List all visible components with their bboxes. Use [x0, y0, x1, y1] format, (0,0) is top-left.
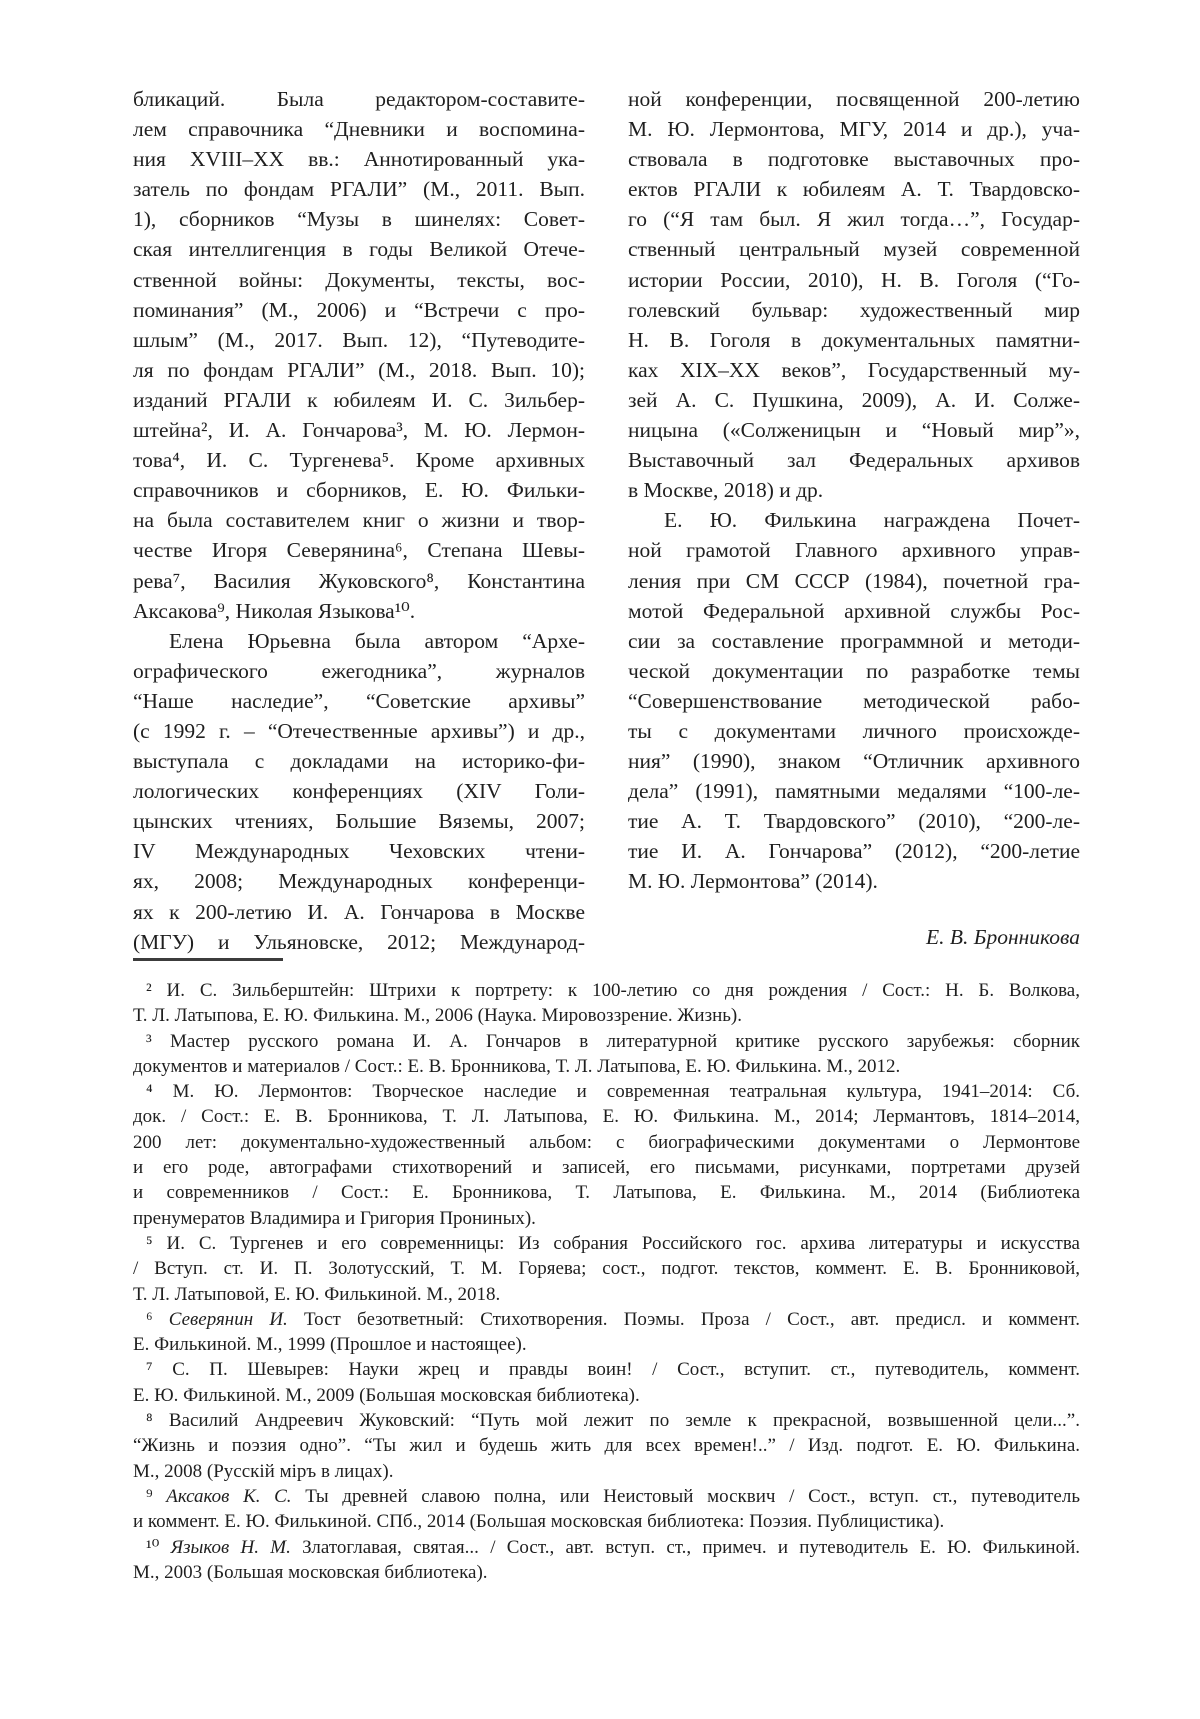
text-line: (с 1992 г. – “Отечественные архивы”) и др.,	[133, 718, 585, 743]
text-line: рева⁷, Василия Жуковского⁸, Константина	[133, 568, 585, 593]
text-line: ях к 200-летию И. А. Гончарова в Москве	[133, 899, 585, 924]
text-line: лем справочника “Дневники и воспомина-	[133, 117, 585, 142]
text-line: Е. Ю. Филькина награждена Почет-	[664, 508, 1080, 533]
text-line: Н. В. Гоголя в документальных памятни-	[628, 327, 1080, 352]
text-line: М. Ю. Лермонтова, МГУ, 2014 и др.), уча-	[628, 117, 1080, 142]
text-line: цынских чтениях, Большие Вяземы, 2007;	[133, 809, 585, 834]
text-line: Аксакова⁹, Николая Языкова¹⁰.	[133, 598, 416, 623]
footnote-line: М., 2003 (Большая московская библиотека).	[133, 1561, 488, 1583]
footnote-line: ⁴ М. Ю. Лермонтов: Творческое наследие и современная театральная культура, 1941–2014: Сб.	[146, 1081, 1080, 1103]
text-line: Елена Юрьевна была автором “Архе-	[169, 628, 585, 653]
footnote-line: ⁵ И. С. Тургенев и его современницы: Из собрания Российского гос. архива литературы и искусства	[146, 1232, 1080, 1254]
text-line: на была составителем книг о жизни и твор-	[133, 508, 585, 533]
text-line: IV Международных Чеховских чтени-	[133, 839, 585, 864]
text-line: тие И. А. Гончарова” (2012), “200-летие	[628, 839, 1080, 864]
footnote-line: ⁶ Северянин И. Тост безответный: Стихотворения. Поэмы. Проза / Сост., авт. предисл. и коммент.	[146, 1308, 1080, 1330]
text-line: М. Ю. Лермонтова” (2014).	[628, 869, 878, 894]
footnote-line: Е. Ю. Филькиной. М., 2009 (Большая московская библиотека).	[133, 1384, 640, 1406]
footnote-line: ⁷ С. П. Шевырев: Науки жрец и правды воин! / Сост., вступит. ст., путеводитель, коммент.	[146, 1359, 1080, 1381]
text-line: ницына («Солженицын и “Новый мир”»,	[628, 418, 1080, 443]
text-line: тие А. Т. Твардовского” (2010), “200-ле-	[628, 809, 1080, 834]
text-line: затель по фондам РГАЛИ” (М., 2011. Вып.	[133, 177, 585, 202]
text-line: Выставочный зал Федеральных архивов	[628, 448, 1080, 473]
footnote-line: ¹⁰ Языков Н. М. Златоглавая, святая... / Сост., авт. вступ. ст., примеч. и путеводитель Е. Ю. Филькиной.	[146, 1536, 1080, 1558]
text-line: ках XIX–XX веков”, Государственный му-	[628, 357, 1080, 382]
text-line: ственной войны: Документы, тексты, вос-	[133, 267, 585, 292]
text-line: ной грамотой Главного архивного управ-	[628, 538, 1080, 563]
footnote-line: и коммент. Е. Ю. Филькиной. СПб., 2014 (Большая московская библиотека: Поэзия. Публицистика).	[133, 1511, 945, 1533]
text-line: “Наше наследие”, “Советские архивы”	[133, 688, 585, 713]
footnote-line: док. / Сост.: Е. В. Бронникова, Т. Л. Латыпова, Е. Ю. Филькина. М., 2014; Лермантовъ, 1814–2014,	[133, 1106, 1080, 1128]
author-signature: Е. В. Бронникова	[926, 924, 1080, 949]
footnote-line: Е. Филькиной. М., 1999 (Прошлое и настоящее).	[133, 1334, 527, 1356]
text-line: “Совершенствование методической рабо-	[628, 688, 1080, 713]
footnote-line: Т. Л. Латыповой, Е. Ю. Филькиной. М., 2018.	[133, 1283, 501, 1305]
right-column-text	[628, 84, 1080, 897]
text-line: изданий РГАЛИ к юбилеям И. С. Зильбер-	[133, 387, 585, 412]
text-line: справочников и сборников, Е. Ю. Фильки-	[133, 478, 585, 503]
text-line: ния” (1990), знаком “Отличник архивного	[628, 749, 1080, 774]
text-line: ская интеллигенция в годы Великой Отече-	[133, 237, 585, 262]
text-line: (МГУ) и Ульяновске, 2012; Международ-	[133, 929, 585, 954]
footnote-line: и современников / Сост.: Е. Бронникова, Т. Латыпова, Е. Филькина. М., 2014 (Библиотека	[133, 1182, 1080, 1204]
text-line: ектов РГАЛИ к юбилеям А. Т. Твардовско-	[628, 177, 1080, 202]
text-line: ния XVIII–XX вв.: Аннотированный ука-	[133, 147, 585, 172]
left-column	[133, 84, 585, 957]
text-line: ях, 2008; Международных конференци-	[133, 869, 585, 894]
article-body	[133, 84, 1080, 957]
footnote-line: документов и материалов / Сост.: Е. В. Бронникова, Т. Л. Латыпова, Е. Ю. Филькина. М., 2012.	[133, 1055, 901, 1077]
text-line: голевский бульвар: художественный мир	[628, 297, 1080, 322]
text-line: штейна², И. А. Гончарова³, М. Ю. Лермон-	[133, 418, 585, 443]
footnote-line: пренумератов Владимира и Григория Прониных).	[133, 1207, 536, 1229]
footnote-line: М., 2008 (Русскій міръ в лицах).	[133, 1460, 394, 1482]
footnotes-section	[133, 958, 1080, 1585]
footnote-line: ³ Мастер русского романа И. А. Гончаров в литературной критике русского зарубежья: сборник	[146, 1030, 1080, 1052]
text-line: поминания” (М., 2006) и “Встречи с про-	[133, 297, 585, 322]
text-line: шлым” (М., 2017. Вып. 12), “Путеводите-	[133, 327, 585, 352]
text-line: ты с документами личного происхожде-	[628, 718, 1080, 743]
footnote-line: Т. Л. Латыпова, Е. Ю. Филькина. М., 2006 (Наука. Мировоззрение. Жизнь).	[133, 1005, 743, 1027]
footnote-line: ² И. С. Зильберштейн: Штрихи к портрету: к 100-летию со дня рождения / Сост.: Н. Б. Волкова,	[146, 980, 1080, 1001]
text-line: ческой документации по разработке темы	[628, 658, 1080, 683]
footnote-line: 200 лет: документально-художественный альбом: с биографическими документами о Лермонтове	[133, 1131, 1080, 1153]
text-line: ной конференции, посвященной 200-летию	[628, 87, 1080, 111]
footnote-line: ⁹ Аксаков К. С. Ты древней славою полна, или Неистовый москвич / Сост., вступ. ст., путеводитель	[146, 1485, 1081, 1507]
text-line: това⁴, И. С. Тургенева⁵. Кроме архивных	[133, 448, 585, 473]
footnotes-text	[133, 978, 1080, 1585]
text-line: честве Игоря Северянина⁶, Степана Шевы-	[133, 538, 585, 563]
text-line: лологических конференциях (XIV Голи-	[133, 779, 585, 804]
text-line: выступала с докладами на историко-фи-	[133, 749, 585, 774]
text-line: истории России, 2010), Н. В. Гоголя (“Го-	[628, 267, 1080, 292]
text-line: бликаций. Была редактором-составите-	[133, 87, 585, 111]
footnote-separator	[133, 958, 283, 961]
text-line: ографического ежегодника”, журналов	[133, 658, 585, 683]
text-line: мотой Федеральной архивной службы Рос-	[628, 598, 1080, 623]
text-line: сии за составление программной и методи-	[628, 628, 1080, 653]
text-line: зей А. С. Пушкина, 2009), А. И. Солже-	[628, 387, 1080, 412]
text-line: го (“Я там был. Я жил тогда…”, Государ-	[628, 207, 1080, 232]
footnote-line: / Вступ. ст. И. П. Золотусский, Т. М. Горяева; сост., подгот. текстов, коммент. Е. В. Бронниковой,	[133, 1258, 1080, 1280]
text-line: ления при СМ СССР (1984), почетной гра-	[628, 568, 1080, 593]
text-line: 1), сборников “Музы в шинелях: Совет-	[133, 207, 585, 232]
text-line: ля по фондам РГАЛИ” (М., 2018. Вып. 10);	[133, 357, 585, 382]
right-column	[628, 84, 1080, 957]
text-line: ственный центральный музей современной	[628, 237, 1080, 262]
text-line: в Москве, 2018) и др.	[628, 478, 824, 503]
footnote-line: и его роде, автографами стихотворений и записей, его письмами, рисунками, портретами друзей	[133, 1157, 1080, 1179]
footnote-line: ⁸ Василий Андреевич Жуковский: “Путь мой лежит по земле к прекрасной, возвышенной цели...”.	[146, 1410, 1080, 1432]
footnote-line: “Жизнь и поэзия одно”. “Ты жил и будешь жить для всех времен!..” / Изд. подгот. Е. Ю. Филькина.	[133, 1435, 1080, 1457]
text-line: дела” (1991), памятными медалями “100-ле-	[628, 779, 1080, 804]
text-line: ствовала в подготовке выставочных про-	[628, 147, 1080, 172]
